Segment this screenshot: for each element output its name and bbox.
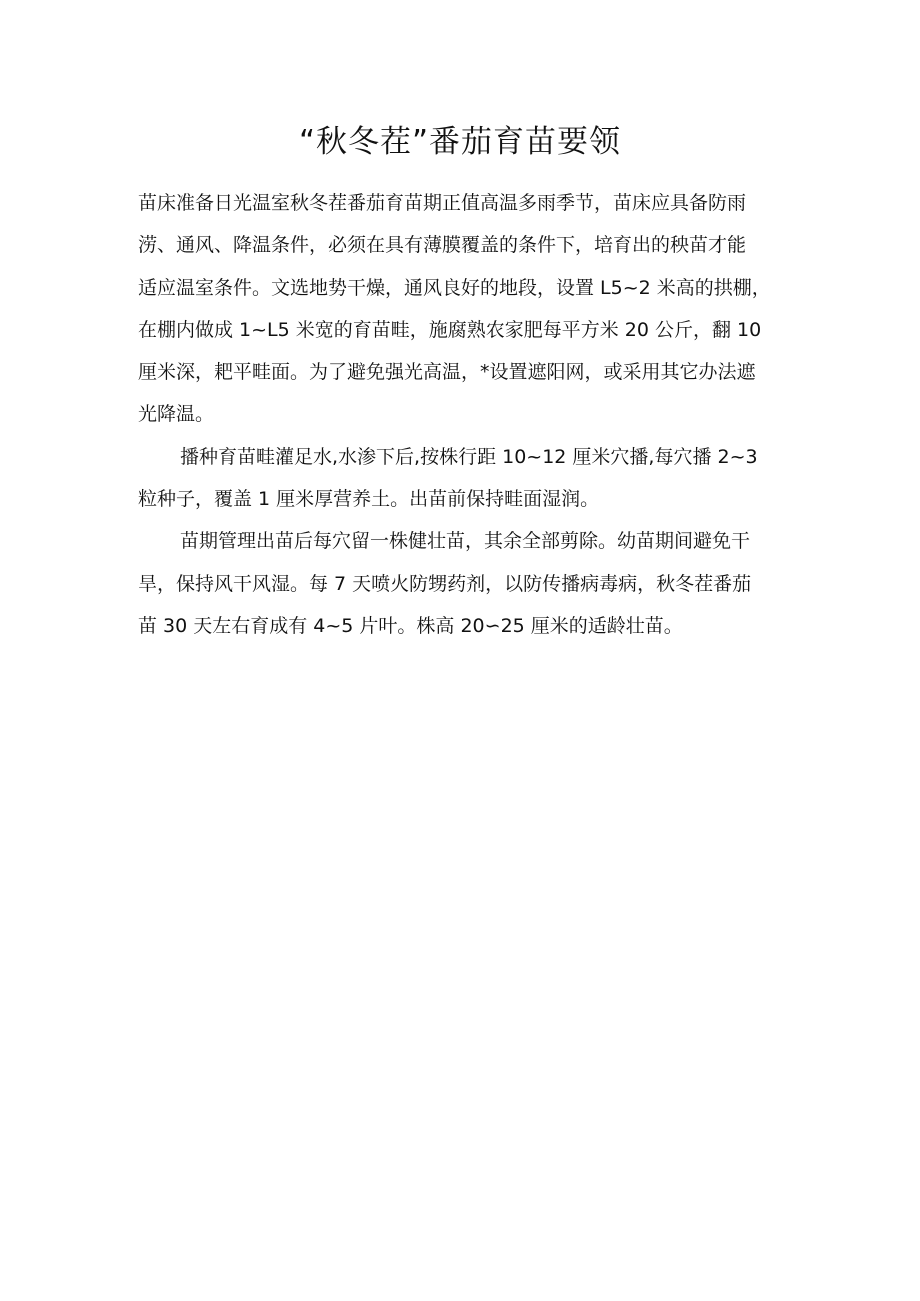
paragraph-sowing xyxy=(138,436,788,521)
paragraph-line: 苗 30 天左右育成有 4~5 片叶。株高 20∽25 厘米的适龄壮苗。 xyxy=(138,614,683,637)
paragraph-line: 旱，保持风干风湿。每 7 天喷火防甥药剂，以防传播病毒病，秋冬茬番茄 xyxy=(138,572,752,595)
paragraph-line: 粒种子，覆盖 1 厘米厚营养土。出苗前保持畦面湿润。 xyxy=(138,488,600,511)
paragraph-line: 苗期管理出苗后每穴留一株健壮苗，其余全部剪除。幼苗期间避免干 xyxy=(180,530,751,553)
document-body xyxy=(138,182,788,647)
paragraph-seedbed-preparation xyxy=(138,182,788,436)
paragraph-line: 厘米深，耙平畦面。为了避免强光高温，*设置遮阳网，或采用其它办法遮 xyxy=(138,361,756,384)
paragraph-seedling-management xyxy=(138,520,788,647)
paragraph-line: 在棚内做成 1~L5 米宽的育苗畦，施腐熟农家肥每平方米 20 公斤，翻 10 xyxy=(138,318,762,341)
paragraph-line: 适应温室条件。文选地势干燥，通风良好的地段，设置 L5~2 米高的拱棚， xyxy=(138,276,771,299)
paragraph-line: 光降温。 xyxy=(138,403,215,426)
document-title: “秋冬茬”番茄育苗要领 xyxy=(298,124,622,160)
paragraph-line: 播种育苗畦灌足水,水渗下后,按株行距 10~12 厘米穴播,每穴播 2~3 xyxy=(180,445,758,468)
paragraph-line: 涝、通风、降温条件，必须在具有薄膜覆盖的条件下，培育出的秧苗才能 xyxy=(138,234,747,257)
paragraph-line: 苗床准备日光温室秋冬茬番茄育苗期正值高温多雨季节，苗床应具备防雨 xyxy=(138,192,747,214)
